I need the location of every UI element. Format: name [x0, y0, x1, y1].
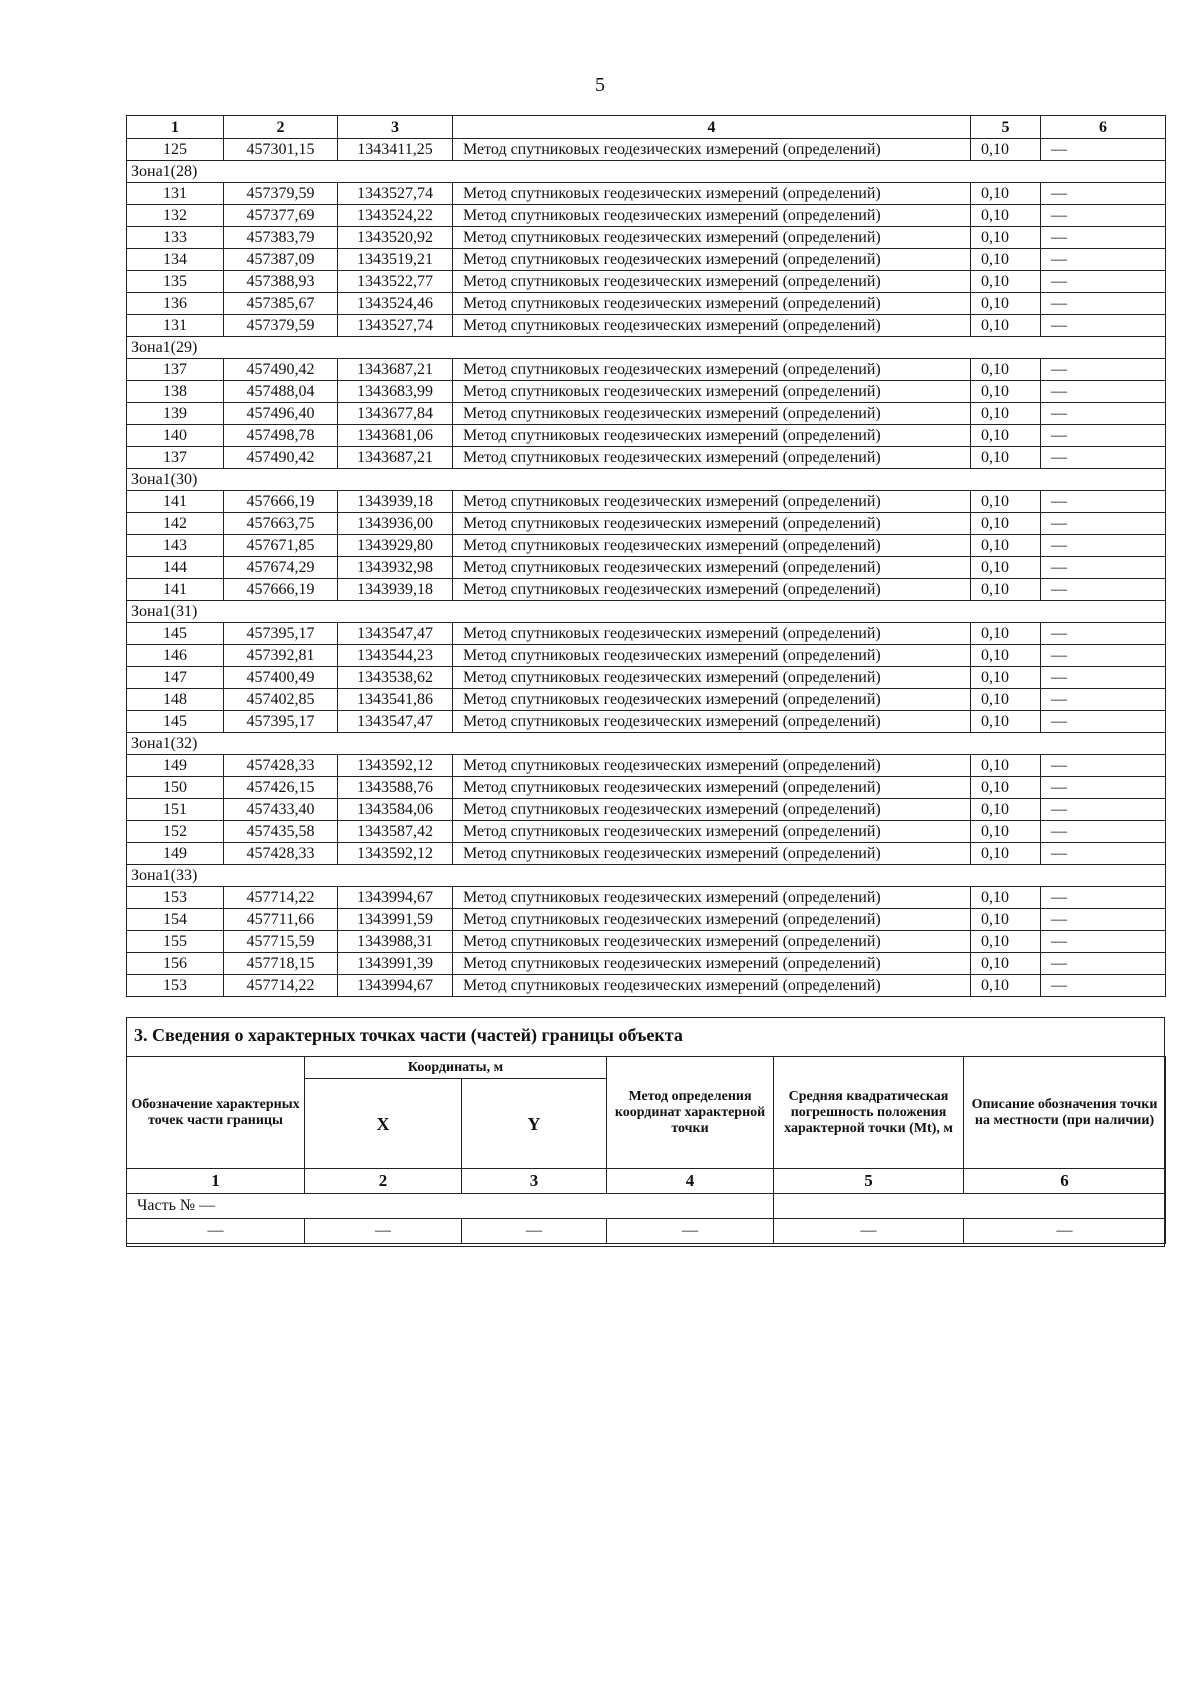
method-text: Метод спутниковых геодезических измерений (определений) [453, 799, 971, 821]
empty-cell: — [305, 1219, 462, 1244]
description-dash: — [1041, 645, 1166, 667]
coord-x: 457395,17 [224, 711, 338, 733]
table-row [127, 315, 1166, 337]
description-dash: — [1041, 799, 1166, 821]
zone-row [127, 733, 1166, 755]
num-col-5: 5 [774, 1169, 964, 1194]
description-dash: — [1041, 821, 1166, 843]
num-col-6: 6 [964, 1169, 1166, 1194]
table-row [127, 491, 1166, 513]
description-dash: — [1041, 139, 1166, 161]
coord-y: 1343929,80 [338, 535, 453, 557]
precision-value: 0,10 [971, 953, 1041, 975]
table-row [127, 557, 1166, 579]
point-number: 153 [127, 975, 224, 997]
precision-value: 0,10 [971, 491, 1041, 513]
method-text: Метод спутниковых геодезических измерений (определений) [453, 931, 971, 953]
table-row [127, 799, 1166, 821]
precision-value: 0,10 [971, 227, 1041, 249]
coord-x: 457387,09 [224, 249, 338, 271]
description-dash: — [1041, 711, 1166, 733]
description-dash: — [1041, 535, 1166, 557]
description-dash: — [1041, 315, 1166, 337]
table-row [127, 403, 1166, 425]
precision-value: 0,10 [971, 183, 1041, 205]
point-number: 149 [127, 755, 224, 777]
table-row [127, 579, 1166, 601]
coord-y: 1343527,74 [338, 183, 453, 205]
precision-value: 0,10 [971, 755, 1041, 777]
empty-cell: — [774, 1219, 964, 1244]
point-number: 142 [127, 513, 224, 535]
method-text: Метод спутниковых геодезических измерений (определений) [453, 821, 971, 843]
coord-x: 457428,33 [224, 843, 338, 865]
description-dash: — [1041, 249, 1166, 271]
col-description: Описание обозначения точки на местности (при наличии) [964, 1057, 1166, 1169]
coord-x: 457435,58 [224, 821, 338, 843]
coord-y: 1343677,84 [338, 403, 453, 425]
empty-data-row [127, 1219, 1166, 1244]
table-row [127, 227, 1166, 249]
precision-value: 0,10 [971, 975, 1041, 997]
description-dash: — [1041, 975, 1166, 997]
table-row [127, 843, 1166, 865]
header-col-3: 3 [338, 116, 453, 139]
coord-y: 1343988,31 [338, 931, 453, 953]
coord-y: 1343522,77 [338, 271, 453, 293]
empty-cell: — [462, 1219, 607, 1244]
header-col-4: 4 [453, 116, 971, 139]
coord-y: 1343544,23 [338, 645, 453, 667]
method-text: Метод спутниковых геодезических измерений (определений) [453, 425, 971, 447]
table-row [127, 381, 1166, 403]
point-number: 141 [127, 491, 224, 513]
method-text: Метод спутниковых геодезических измерений (определений) [453, 975, 971, 997]
coord-y: 1343936,00 [338, 513, 453, 535]
precision-value: 0,10 [971, 579, 1041, 601]
description-dash: — [1041, 183, 1166, 205]
method-text: Метод спутниковых геодезических измерений (определений) [453, 667, 971, 689]
table-row [127, 821, 1166, 843]
coord-x: 457377,69 [224, 205, 338, 227]
coord-x: 457488,04 [224, 381, 338, 403]
point-number: 155 [127, 931, 224, 953]
header-col-5: 5 [971, 116, 1041, 139]
method-text: Метод спутниковых геодезических измерений (определений) [453, 271, 971, 293]
section3-title: 3. Сведения о характерных точках части (частей) границы объекта [134, 1025, 683, 1045]
point-number: 141 [127, 579, 224, 601]
zone-row [127, 865, 1166, 887]
method-text: Метод спутниковых геодезических измерений (определений) [453, 535, 971, 557]
description-dash: — [1041, 205, 1166, 227]
precision-value: 0,10 [971, 139, 1041, 161]
description-dash: — [1041, 887, 1166, 909]
zone-label: Зона1(29) [127, 337, 1166, 359]
precision-value: 0,10 [971, 293, 1041, 315]
table-row [127, 359, 1166, 381]
description-dash: — [1041, 953, 1166, 975]
table-row [127, 755, 1166, 777]
header-col-1: 1 [127, 116, 224, 139]
description-dash: — [1041, 755, 1166, 777]
precision-value: 0,10 [971, 843, 1041, 865]
precision-value: 0,10 [971, 623, 1041, 645]
description-dash: — [1041, 425, 1166, 447]
coord-x: 457490,42 [224, 359, 338, 381]
coord-y: 1343683,99 [338, 381, 453, 403]
method-text: Метод спутниковых геодезических измерений (определений) [453, 491, 971, 513]
precision-value: 0,10 [971, 205, 1041, 227]
coords-header: Координаты, м [305, 1057, 607, 1079]
point-number: 152 [127, 821, 224, 843]
method-text: Метод спутниковых геодезических измерений (определений) [453, 953, 971, 975]
description-dash: — [1041, 557, 1166, 579]
coord-x: 457433,40 [224, 799, 338, 821]
coord-y: 1343939,18 [338, 491, 453, 513]
precision-value: 0,10 [971, 645, 1041, 667]
coord-x: 457498,78 [224, 425, 338, 447]
coord-x: 457379,59 [224, 315, 338, 337]
table-row [127, 931, 1166, 953]
method-text: Метод спутниковых геодезических измерений (определений) [453, 777, 971, 799]
point-number: 136 [127, 293, 224, 315]
method-text: Метод спутниковых геодезических измерений (определений) [453, 447, 971, 469]
coord-y: 1343547,47 [338, 711, 453, 733]
table-row [127, 623, 1166, 645]
description-dash: — [1041, 359, 1166, 381]
col-x: X [305, 1079, 462, 1169]
coord-y: 1343991,59 [338, 909, 453, 931]
description-dash: — [1041, 513, 1166, 535]
description-dash: — [1041, 843, 1166, 865]
page-number: 5 [595, 74, 605, 96]
coordinates-table [126, 115, 1166, 997]
point-number: 144 [127, 557, 224, 579]
part-points-table [126, 1056, 1166, 1244]
method-text: Метод спутниковых геодезических измерений (определений) [453, 755, 971, 777]
table-row [127, 205, 1166, 227]
table-row [127, 447, 1166, 469]
coord-y: 1343994,67 [338, 975, 453, 997]
description-dash: — [1041, 403, 1166, 425]
description-dash: — [1041, 909, 1166, 931]
coord-y: 1343994,67 [338, 887, 453, 909]
coord-y: 1343687,21 [338, 359, 453, 381]
point-number: 153 [127, 887, 224, 909]
part-row [127, 1194, 1166, 1219]
zone-label: Зона1(28) [127, 161, 1166, 183]
precision-value: 0,10 [971, 447, 1041, 469]
table-row [127, 183, 1166, 205]
coord-y: 1343587,42 [338, 821, 453, 843]
empty-cell: — [127, 1219, 305, 1244]
coord-x: 457426,15 [224, 777, 338, 799]
zone-label: Зона1(31) [127, 601, 1166, 623]
description-dash: — [1041, 689, 1166, 711]
coord-y: 1343520,92 [338, 227, 453, 249]
point-number: 154 [127, 909, 224, 931]
description-dash: — [1041, 447, 1166, 469]
description-dash: — [1041, 293, 1166, 315]
point-number: 137 [127, 359, 224, 381]
header-col-6: 6 [1041, 116, 1166, 139]
coord-y: 1343592,12 [338, 755, 453, 777]
empty-cell: — [607, 1219, 774, 1244]
coord-x: 457402,85 [224, 689, 338, 711]
coord-y: 1343519,21 [338, 249, 453, 271]
point-number: 140 [127, 425, 224, 447]
coord-x: 457496,40 [224, 403, 338, 425]
table-row [127, 711, 1166, 733]
point-number: 135 [127, 271, 224, 293]
method-text: Метод спутниковых геодезических измерений (определений) [453, 645, 971, 667]
point-number: 149 [127, 843, 224, 865]
coord-x: 457714,22 [224, 975, 338, 997]
precision-value: 0,10 [971, 359, 1041, 381]
coord-y: 1343932,98 [338, 557, 453, 579]
table-row [127, 975, 1166, 997]
num-col-3: 3 [462, 1169, 607, 1194]
table-row [127, 249, 1166, 271]
part-label: Часть № — [127, 1194, 774, 1219]
description-dash: — [1041, 667, 1166, 689]
coord-x: 457666,19 [224, 579, 338, 601]
description-dash: — [1041, 931, 1166, 953]
precision-value: 0,10 [971, 381, 1041, 403]
point-number: 148 [127, 689, 224, 711]
table-row [127, 645, 1166, 667]
precision-value: 0,10 [971, 403, 1041, 425]
point-number: 143 [127, 535, 224, 557]
part-row-blank [774, 1194, 1166, 1219]
coord-y: 1343541,86 [338, 689, 453, 711]
description-dash: — [1041, 271, 1166, 293]
coord-y: 1343538,62 [338, 667, 453, 689]
zone-row [127, 601, 1166, 623]
precision-value: 0,10 [971, 271, 1041, 293]
coord-x: 457715,59 [224, 931, 338, 953]
method-text: Метод спутниковых геодезических измерений (определений) [453, 359, 971, 381]
description-dash: — [1041, 227, 1166, 249]
col-designation: Обозначение характерных точек части границы [127, 1057, 305, 1169]
point-number: 134 [127, 249, 224, 271]
zone-row [127, 161, 1166, 183]
num-col-1: 1 [127, 1169, 305, 1194]
precision-value: 0,10 [971, 887, 1041, 909]
coord-x: 457711,66 [224, 909, 338, 931]
method-text: Метод спутниковых геодезических измерений (определений) [453, 689, 971, 711]
method-text: Метод спутниковых геодезических измерений (определений) [453, 293, 971, 315]
coord-x: 457383,79 [224, 227, 338, 249]
coord-y: 1343592,12 [338, 843, 453, 865]
point-number: 150 [127, 777, 224, 799]
col-error: Средняя квадратическая погрешность положения характерной точки (Mt), м [774, 1057, 964, 1169]
coord-y: 1343681,06 [338, 425, 453, 447]
zone-label: Зона1(30) [127, 469, 1166, 491]
method-text: Метод спутниковых геодезических измерений (определений) [453, 909, 971, 931]
coord-x: 457388,93 [224, 271, 338, 293]
coordinates-table-body [127, 139, 1166, 997]
method-text: Метод спутниковых геодезических измерений (определений) [453, 381, 971, 403]
point-number: 146 [127, 645, 224, 667]
point-number: 156 [127, 953, 224, 975]
point-number: 139 [127, 403, 224, 425]
precision-value: 0,10 [971, 799, 1041, 821]
coord-x: 457400,49 [224, 667, 338, 689]
header-col-2: 2 [224, 116, 338, 139]
description-dash: — [1041, 623, 1166, 645]
precision-value: 0,10 [971, 249, 1041, 271]
coord-x: 457671,85 [224, 535, 338, 557]
method-text: Метод спутниковых геодезических измерений (определений) [453, 513, 971, 535]
coord-y: 1343584,06 [338, 799, 453, 821]
method-text: Метод спутниковых геодезических измерений (определений) [453, 205, 971, 227]
col-method: Метод определения координат характерной точки [607, 1057, 774, 1169]
coord-x: 457301,15 [224, 139, 338, 161]
table-row [127, 293, 1166, 315]
method-text: Метод спутниковых геодезических измерений (определений) [453, 843, 971, 865]
description-dash: — [1041, 579, 1166, 601]
table-row [127, 425, 1166, 447]
point-number: 151 [127, 799, 224, 821]
coord-x: 457392,81 [224, 645, 338, 667]
point-number: 137 [127, 447, 224, 469]
precision-value: 0,10 [971, 909, 1041, 931]
precision-value: 0,10 [971, 777, 1041, 799]
method-text: Метод спутниковых геодезических измерений (определений) [453, 711, 971, 733]
coord-x: 457714,22 [224, 887, 338, 909]
table-row [127, 271, 1166, 293]
coord-y: 1343588,76 [338, 777, 453, 799]
table-row [127, 689, 1166, 711]
method-text: Метод спутниковых геодезических измерений (определений) [453, 227, 971, 249]
point-number: 131 [127, 183, 224, 205]
point-number: 133 [127, 227, 224, 249]
precision-value: 0,10 [971, 535, 1041, 557]
num-col-2: 2 [305, 1169, 462, 1194]
method-text: Метод спутниковых геодезических измерений (определений) [453, 579, 971, 601]
description-dash: — [1041, 777, 1166, 799]
coord-x: 457379,59 [224, 183, 338, 205]
coord-y: 1343991,39 [338, 953, 453, 975]
point-number: 132 [127, 205, 224, 227]
point-number: 138 [127, 381, 224, 403]
coord-y: 1343527,74 [338, 315, 453, 337]
method-text: Метод спутниковых геодезических измерений (определений) [453, 249, 971, 271]
method-text: Метод спутниковых геодезических измерений (определений) [453, 315, 971, 337]
coord-x: 457395,17 [224, 623, 338, 645]
coord-y: 1343524,46 [338, 293, 453, 315]
zone-label: Зона1(32) [127, 733, 1166, 755]
table-row [127, 777, 1166, 799]
method-text: Метод спутниковых геодезических измерений (определений) [453, 183, 971, 205]
coord-x: 457666,19 [224, 491, 338, 513]
coord-y: 1343687,21 [338, 447, 453, 469]
coord-y: 1343411,25 [338, 139, 453, 161]
coord-x: 457674,29 [224, 557, 338, 579]
coord-x: 457428,33 [224, 755, 338, 777]
coord-y: 1343939,18 [338, 579, 453, 601]
method-text: Метод спутниковых геодезических измерений (определений) [453, 887, 971, 909]
col-y: Y [462, 1079, 607, 1169]
point-number: 131 [127, 315, 224, 337]
precision-value: 0,10 [971, 315, 1041, 337]
method-text: Метод спутниковых геодезических измерений (определений) [453, 557, 971, 579]
precision-value: 0,10 [971, 711, 1041, 733]
coord-x: 457490,42 [224, 447, 338, 469]
table-row [127, 535, 1166, 557]
point-number: 147 [127, 667, 224, 689]
precision-value: 0,10 [971, 557, 1041, 579]
precision-value: 0,10 [971, 667, 1041, 689]
description-dash: — [1041, 491, 1166, 513]
method-text: Метод спутниковых геодезических измерений (определений) [453, 403, 971, 425]
table-row [127, 887, 1166, 909]
precision-value: 0,10 [971, 513, 1041, 535]
table-row [127, 953, 1166, 975]
zone-row [127, 337, 1166, 359]
table-row [127, 909, 1166, 931]
precision-value: 0,10 [971, 689, 1041, 711]
empty-cell: — [964, 1219, 1166, 1244]
zone-label: Зона1(33) [127, 865, 1166, 887]
coord-x: 457663,75 [224, 513, 338, 535]
table-row [127, 139, 1166, 161]
point-number: 145 [127, 623, 224, 645]
coord-y: 1343547,47 [338, 623, 453, 645]
table-row [127, 667, 1166, 689]
method-text: Метод спутниковых геодезических измерений (определений) [453, 139, 971, 161]
coordinates-table-header [127, 116, 1166, 139]
zone-row [127, 469, 1166, 491]
point-number: 145 [127, 711, 224, 733]
coord-x: 457718,15 [224, 953, 338, 975]
description-dash: — [1041, 381, 1166, 403]
num-col-4: 4 [607, 1169, 774, 1194]
table-row [127, 513, 1166, 535]
coord-x: 457385,67 [224, 293, 338, 315]
coord-y: 1343524,22 [338, 205, 453, 227]
precision-value: 0,10 [971, 821, 1041, 843]
precision-value: 0,10 [971, 931, 1041, 953]
precision-value: 0,10 [971, 425, 1041, 447]
method-text: Метод спутниковых геодезических измерений (определений) [453, 623, 971, 645]
point-number: 125 [127, 139, 224, 161]
